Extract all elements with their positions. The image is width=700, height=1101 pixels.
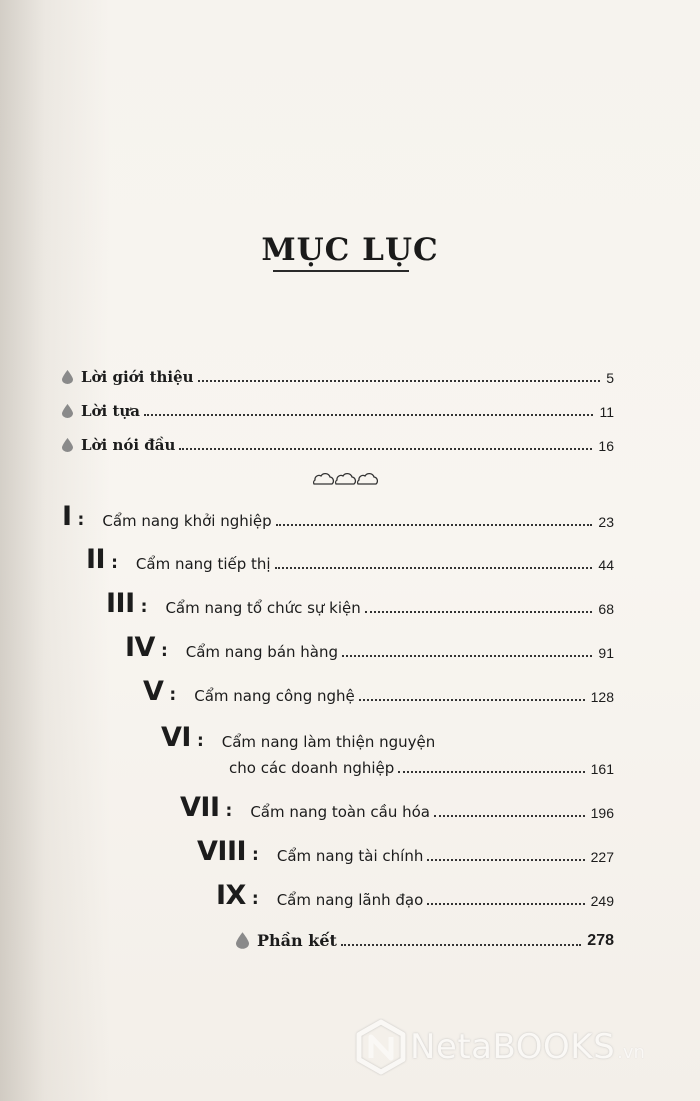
chapter-numeral: IX [216, 880, 246, 911]
chapter-numeral: V [143, 676, 164, 707]
chapter-colon: : [140, 597, 148, 617]
chapter-title: Cẩm nang tài chính [276, 847, 424, 865]
chapter-title-line-2: cho các doanh nghiệp [229, 759, 395, 777]
droplet-icon [62, 438, 73, 452]
chapter-page-number: 227 [590, 849, 614, 865]
chapter-page-number: 196 [590, 805, 614, 821]
chapter-title: Cẩm nang khởi nghiệp [102, 512, 272, 530]
chapter-colon: : [111, 553, 118, 573]
chapter-page-number: 68 [598, 601, 614, 617]
chapter-numeral: VI [161, 722, 191, 753]
chapter-colon: : [225, 801, 233, 821]
toc-chapter-6[interactable] [161, 724, 614, 777]
toc-page-number: 5 [606, 370, 614, 386]
cloud-ornament-icon [312, 472, 378, 486]
chapter-numeral: I [62, 501, 72, 532]
droplet-icon [62, 370, 73, 384]
dot-leader [427, 903, 584, 905]
watermark-brand: NetaBOOKS [410, 1027, 616, 1067]
chapter-page-number: 91 [598, 645, 614, 661]
toc-entry-label: Phần kết [257, 931, 337, 950]
chapter-page-number: 128 [590, 689, 614, 705]
chapter-numeral: II [86, 544, 106, 575]
toc-chapter-7[interactable] [180, 794, 614, 821]
title-underline [273, 270, 409, 272]
toc-page-number: 278 [587, 932, 614, 949]
watermark-suffix: .vn [617, 1041, 645, 1063]
chapter-colon: : [77, 510, 85, 530]
toc-page-number: 16 [598, 438, 614, 454]
chapter-page-number: 44 [598, 557, 614, 573]
dot-leader [144, 414, 593, 416]
toc-title: MỤC LỤC [261, 232, 439, 268]
chapter-colon: : [160, 641, 168, 661]
netabooks-watermark [352, 1018, 645, 1076]
dot-leader [434, 815, 585, 817]
chapter-colon: : [169, 685, 177, 705]
chapter-colon: : [196, 731, 204, 751]
dot-leader [276, 524, 593, 526]
dot-leader [275, 567, 593, 569]
toc-entry-loi-tua[interactable] [62, 402, 614, 420]
toc-chapter-2[interactable] [86, 546, 614, 573]
chapter-page-number: 161 [590, 761, 614, 777]
chapter-numeral: VII [180, 792, 220, 823]
toc-chapter-3[interactable] [106, 590, 614, 617]
toc-entry-loi-noi-dau[interactable] [62, 436, 614, 454]
toc-chapter-5[interactable] [143, 678, 614, 705]
chapter-title: Cẩm nang tiếp thị [135, 555, 271, 573]
toc-chapter-8[interactable] [197, 838, 614, 865]
dot-leader [198, 380, 601, 382]
chapter-title: Cẩm nang toàn cầu hóa [250, 803, 430, 821]
toc-entry-label: Lời giới thiệu [81, 368, 194, 386]
droplet-icon [236, 932, 249, 949]
dot-leader [341, 944, 581, 946]
chapter-title: Cẩm nang bán hàng [185, 643, 339, 661]
chapter-page-number: 23 [598, 514, 614, 530]
chapter-title: Cẩm nang lãnh đạo [276, 891, 424, 909]
chapter-numeral: IV [125, 632, 155, 663]
chapter-numeral: VIII [197, 836, 247, 867]
dot-leader [365, 611, 593, 613]
dot-leader [342, 655, 592, 657]
chapter-page-number: 249 [590, 893, 614, 909]
dot-leader [427, 859, 584, 861]
droplet-icon [62, 404, 73, 418]
toc-chapter-9[interactable] [216, 882, 614, 909]
chapter-title: Cẩm nang làm thiện nguyện [221, 733, 436, 751]
chapter-title: Cẩm nang công nghệ [194, 687, 355, 705]
dot-leader [359, 699, 585, 701]
toc-entry-loi-gioi-thieu[interactable] [62, 368, 614, 386]
toc-chapter-4[interactable] [125, 634, 614, 661]
dot-leader [398, 771, 584, 773]
chapter-numeral: III [106, 588, 135, 619]
toc-entry-label: Lời nói đầu [81, 436, 176, 454]
dot-leader [179, 448, 592, 450]
toc-entry-label: Lời tựa [81, 402, 141, 420]
chapter-title: Cẩm nang tổ chức sự kiện [165, 599, 361, 617]
chapter-colon: : [251, 889, 259, 909]
toc-page-number: 11 [599, 404, 614, 420]
toc-chapter-1[interactable] [62, 503, 614, 530]
chapter-colon: : [252, 845, 259, 865]
netabooks-logo-icon [352, 1018, 410, 1076]
toc-entry-phan-ket[interactable] [236, 931, 614, 950]
